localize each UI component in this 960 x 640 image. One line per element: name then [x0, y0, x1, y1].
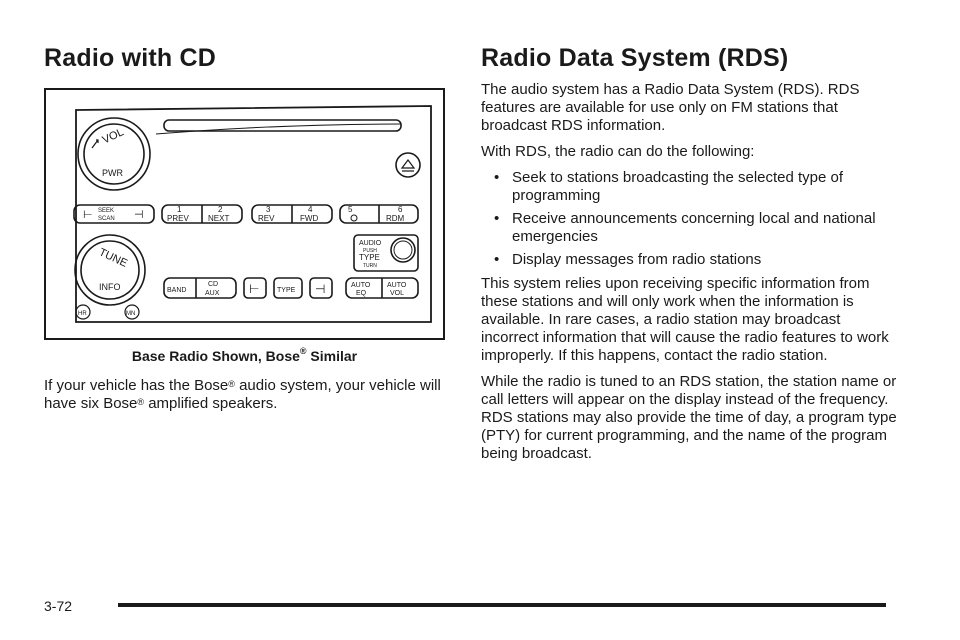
- svg-text:CD: CD: [208, 281, 219, 288]
- svg-text:⊣: ⊣: [134, 209, 144, 221]
- svg-text:VOL: VOL: [390, 290, 405, 297]
- svg-text:5: 5: [348, 205, 353, 214]
- svg-text:RDM: RDM: [386, 214, 405, 223]
- footer-rule: [118, 603, 886, 607]
- seek-back-icon: ⊢: [249, 282, 260, 296]
- figure-caption: Base Radio Shown, Bose® Similar: [131, 346, 358, 364]
- page-number: 3-72: [44, 598, 73, 614]
- vol-label: VOL: [100, 126, 126, 147]
- svg-text:NEXT: NEXT: [208, 214, 230, 223]
- section-title-radio-with-cd: Radio with CD: [44, 44, 217, 72]
- tune-knob-outer: [75, 235, 145, 305]
- svg-text:PUSH: PUSH: [363, 248, 377, 254]
- bullet-icon: •: [494, 210, 500, 227]
- bullet-icon: •: [494, 251, 500, 268]
- svg-text:FWD: FWD: [300, 214, 319, 223]
- svg-text:PREV: PREV: [167, 214, 189, 223]
- cd-symbol-icon: [351, 215, 357, 221]
- bullet-icon: •: [494, 169, 500, 186]
- svg-text:TYPE: TYPE: [277, 287, 296, 294]
- tune-label: TUNE: [96, 246, 130, 270]
- bose-speakers-paragraph: If your vehicle has the Bose® audio system, your vehicle will have six Bose® amplified speakers.: [44, 377, 441, 412]
- svg-text:⊢: ⊢: [83, 209, 93, 221]
- svg-text:REV: REV: [258, 214, 275, 223]
- svg-text:AUTO: AUTO: [351, 282, 371, 289]
- info-label: INFO: [99, 282, 121, 292]
- rds-display-paragraph: While the radio is tuned to an RDS station, the station name or call letters will appear on the display instead of the frequency. RDS stations may also provide the time of day, a program type (PTY) for current programming, and the name of the program being broadcast.: [481, 373, 897, 462]
- seek-label: SEEK: [98, 208, 115, 214]
- pwr-label: PWR: [102, 168, 123, 178]
- list-item: • Receive announcements concerning local and national emergencies: [494, 210, 876, 245]
- svg-text:4: 4: [308, 205, 313, 214]
- section-title-rds: Radio Data System (RDS): [481, 44, 789, 72]
- rds-intro-paragraph: The audio system has a Radio Data System (RDS). RDS features are available for use only on FM stations that broadcast RDS information.: [481, 81, 860, 134]
- svg-text:HR: HR: [78, 311, 87, 317]
- rds-body: [481, 81, 901, 471]
- seek-forward-icon: ⊣: [315, 282, 326, 296]
- svg-text:2: 2: [218, 205, 223, 214]
- svg-text:EQ: EQ: [356, 290, 367, 297]
- list-item: • Display messages from radio stations: [494, 251, 762, 268]
- svg-text:6: 6: [398, 205, 403, 214]
- svg-text:AUX: AUX: [205, 290, 220, 297]
- eject-button: [396, 153, 420, 177]
- rds-capabilities-lead: With RDS, the radio can do the following:: [481, 143, 755, 160]
- svg-text:AUTO: AUTO: [387, 282, 407, 289]
- cd-slot: [164, 120, 401, 131]
- svg-text:MN: MN: [126, 311, 136, 317]
- svg-text:AUDIO: AUDIO: [359, 240, 382, 247]
- radio-illustration-frame: [44, 88, 445, 340]
- svg-text:TYPE: TYPE: [359, 253, 380, 262]
- scan-label: SCAN: [98, 216, 115, 222]
- svg-text:TURN: TURN: [363, 263, 377, 269]
- svg-text:BAND: BAND: [167, 287, 187, 294]
- rds-reliance-paragraph: This system relies upon receiving specific information from these stations and will only work when the information is available. In rare cases, a radio station may broadcast incorrect information that will cause the radio features to work improperly. If this happens, contact the radio station.: [481, 275, 889, 364]
- radio-illustration: [46, 90, 443, 338]
- list-item: • Seek to stations broadcasting the selected type of programming: [494, 169, 844, 204]
- rds-feature-list: [481, 169, 901, 269]
- audio-knob: [391, 238, 415, 262]
- svg-text:1: 1: [177, 205, 182, 214]
- svg-text:3: 3: [266, 205, 271, 214]
